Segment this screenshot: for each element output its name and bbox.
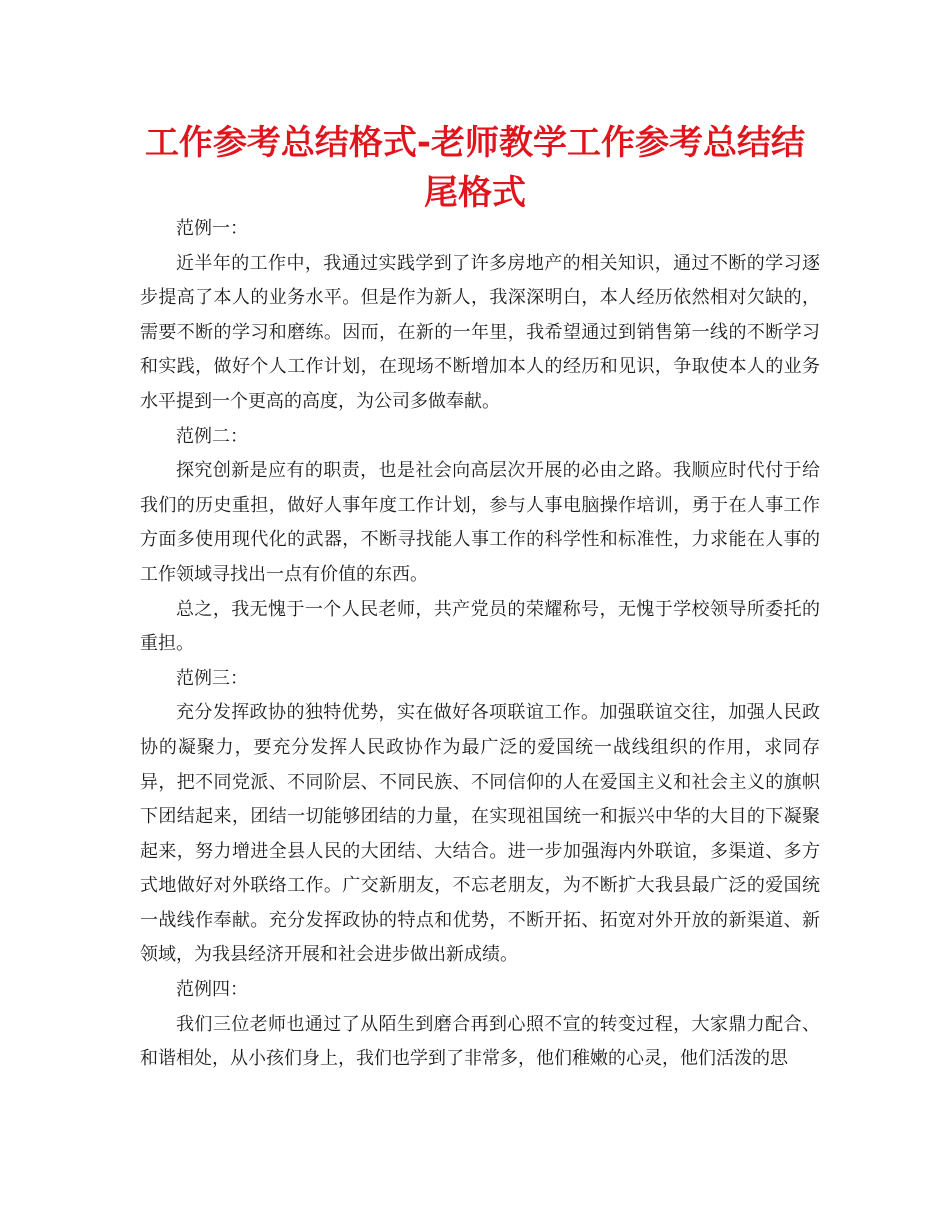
paragraph-example-1: 近半年的工作中，我通过实践学到了许多房地产的相关知识，通过不断的学习逐步提高了本人的业务水平。但是作为新人，我深深明白，本人经历依然相对欠缺的，需要不断的学习和磨练。因而，在新的一年里，我希望通过到销售第一线的不断学习和实践，做好个人工作计划，在现场不断增加本人的经历和见识，争取使本人的业务水平提到一个更高的高度，为公司多做奉献。 [140, 252, 820, 412]
section-heading-example-2: 范例二： [176, 425, 248, 447]
document-body [140, 212, 820, 1077]
section-heading-example-1: 范例一： [176, 218, 248, 239]
paragraph-summary: 总之，我无愧于一个人民老师，共产党员的荣耀称号，无愧于学校领导所委托的重担。 [140, 598, 820, 655]
document-title: 工作参考总结格式-老师教学工作参考总结结尾格式 [144, 123, 806, 213]
paragraph-example-2: 探究创新是应有的职责，也是社会向高层次开展的必由之路。我顺应时代付于给我们的历史重担，做好人事年度工作计划，参与人事电脑操作培训，勇于在人事工作方面多使用现代化的武器，不断寻找能人事工作的科学性和标准性，力求能在人事的工作领域寻找出一点有价值的东西。 [140, 460, 820, 585]
section-heading-example-3: 范例三： [176, 667, 248, 689]
paragraph-example-3: 充分发挥政协的独特优势，实在做好各项联谊工作。加强联谊交往，加强人民政协的凝聚力，要充分发挥人民政协作为最广泛的爱国统一战线组织的作用，求同存异，把不同党派、不同阶层、不同民族、不同信仰的人在爱国主义和社会主义的旗帜下团结起来，团结一切能够团结的力量，在实现祖国统一和振兴中华的大目的下凝聚起来，努力增进全县人民的大团结、大结合。进一步加强海内外联谊，多渠道、多方式地做好对外联络工作。广交新朋友，不忘老朋友，为不断扩大我县最广泛的爱国统一战线作奉献。充分发挥政协的特点和优势，不断开拓、拓宽对外开放的新渠道、新领域，为我县经济开展和社会进步做出新成绩。 [140, 702, 820, 966]
section-heading-example-4: 范例四： [176, 979, 248, 1001]
paragraph-example-4: 我们三位老师也通过了从陌生到磨合再到心照不宣的转变过程，大家鼎力配合、和谐相处，从小孩们身上，我们也学到了非常多，他们稚嫩的心灵，他们活泼的思 [140, 1013, 820, 1070]
